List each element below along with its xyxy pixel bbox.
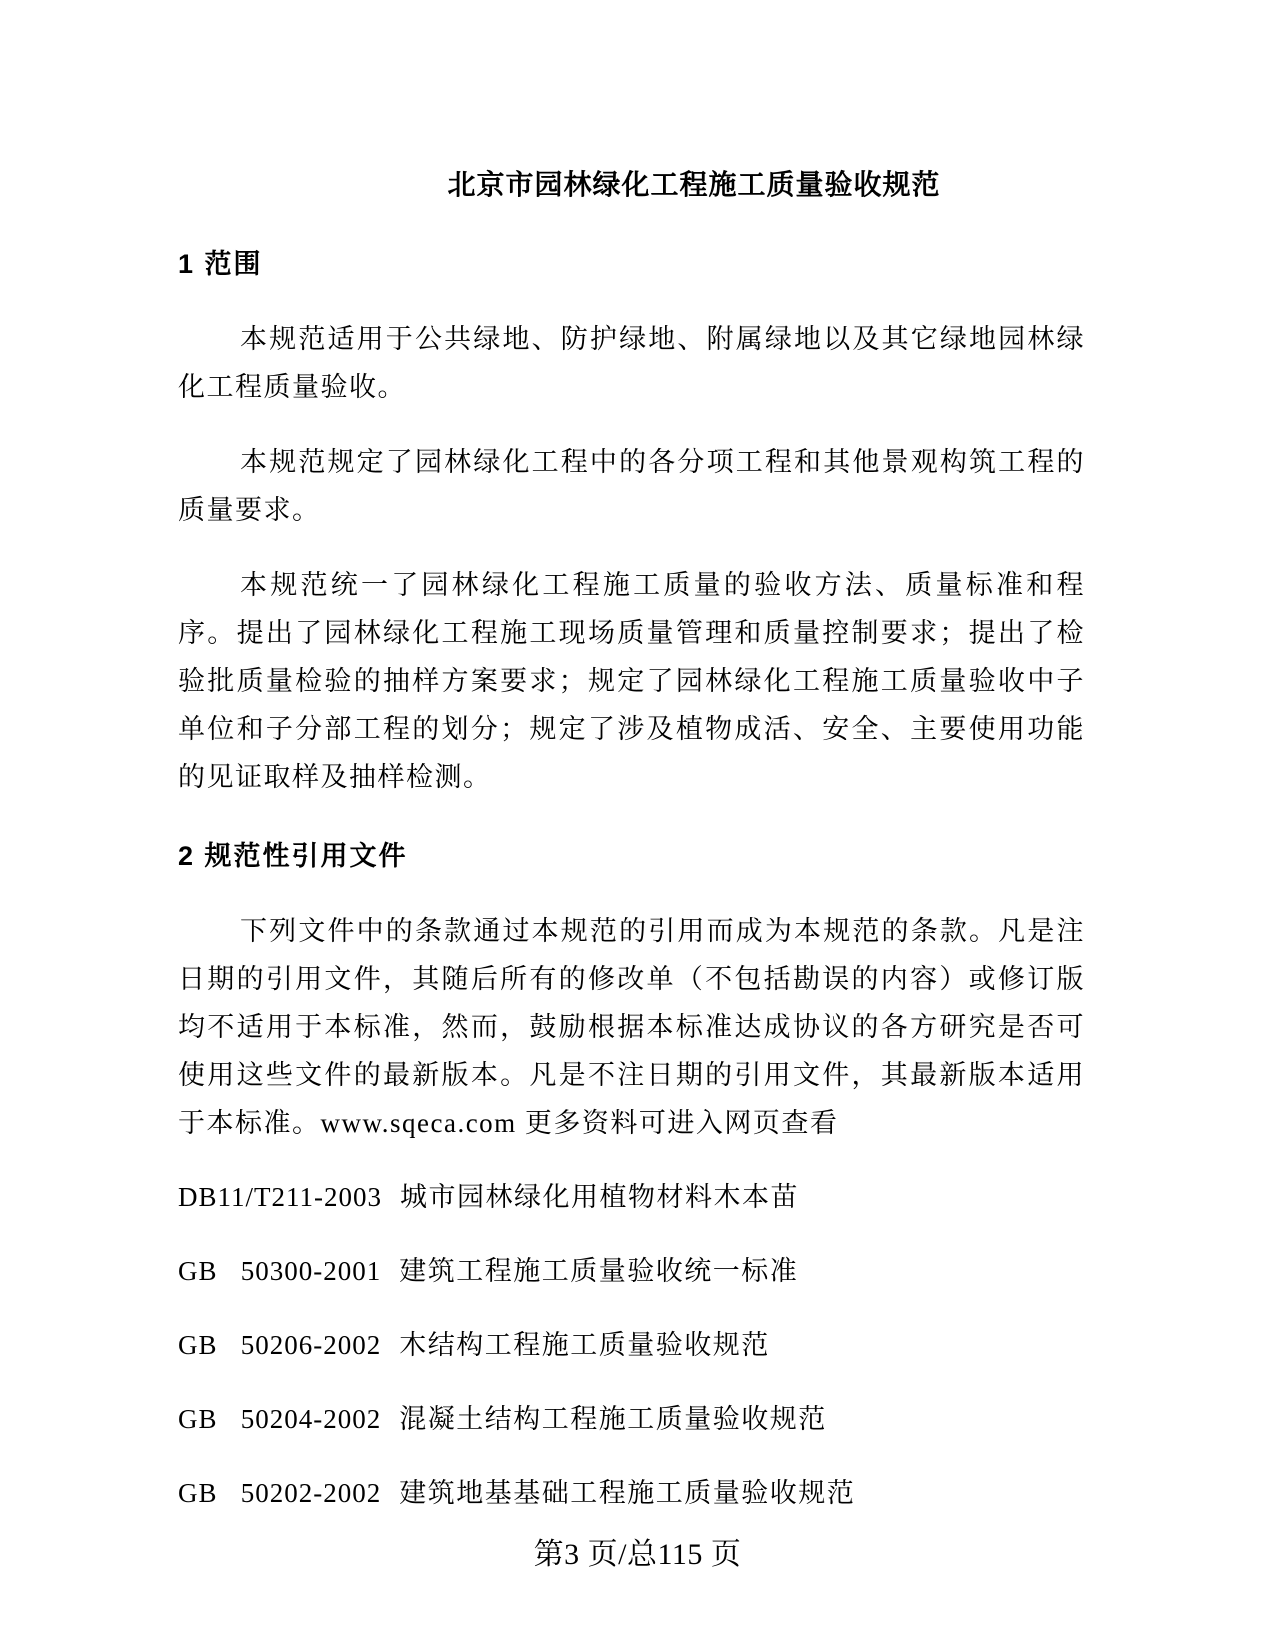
section-1-paragraph-3: 本规范统一了园林绿化工程施工质量的验收方法、质量标准和程序。提出了园林绿化工程施工现场质量管理和质量控制要求；提出了检验批质量检验的抽样方案要求；规定了园林绿化工程施工质量验收中子单位和子分部工程的划分；规定了涉及植物成活、安全、主要使用功能的见证取样及抽样检测。 [178, 570, 1085, 792]
reference-item [178, 1469, 1085, 1517]
section-1-heading: 1 范围 [178, 249, 263, 279]
reference-code: GB 50300-2001 [178, 1256, 382, 1286]
section-2-intro-paragraph: 下列文件中的条款通过本规范的引用而成为本规范的条款。凡是注日期的引用文件，其随后所有的修改单（不包括勘误的内容）或修订版均不适用于本标准，然而，鼓励根据本标准达成协议的各方研究是否可使用这些文件的最新版本。凡是不注日期的引用文件，其最新版本适用于本标准。www.sqeca.com 更多资料可进入网页查看 [178, 916, 1085, 1138]
section-1-paragraph-2: 本规范规定了园林绿化工程中的各分项工程和其他景观构筑工程的质量要求。 [178, 447, 1085, 525]
reference-item [178, 1395, 1085, 1443]
reference-name: 木结构工程施工质量验收规范 [399, 1330, 770, 1360]
reference-item [178, 1321, 1085, 1369]
document-title: 北京市园林绿化工程施工质量验收规范 [447, 169, 941, 200]
reference-name: 建筑工程施工质量验收统一标准 [399, 1256, 799, 1286]
reference-name: 城市园林绿化用植物材料木本苗 [400, 1182, 799, 1212]
reference-name: 建筑地基基础工程施工质量验收规范 [399, 1478, 856, 1508]
section-2-heading: 2 规范性引用文件 [178, 841, 408, 871]
reference-item [178, 1173, 1085, 1221]
reference-item [178, 1247, 1085, 1295]
reference-name: 混凝土结构工程施工质量验收规范 [399, 1404, 827, 1434]
section-1-paragraph-1: 本规范适用于公共绿地、防护绿地、附属绿地以及其它绿地园林绿化工程质量验收。 [178, 324, 1085, 402]
reference-code: GB 50206-2002 [178, 1330, 382, 1360]
page-number: 第3 页/总115 页 [533, 1538, 742, 1571]
reference-code: GB 50204-2002 [178, 1404, 382, 1434]
reference-code: GB 50202-2002 [178, 1478, 382, 1508]
reference-code: DB11/T211-2003 [178, 1182, 382, 1212]
